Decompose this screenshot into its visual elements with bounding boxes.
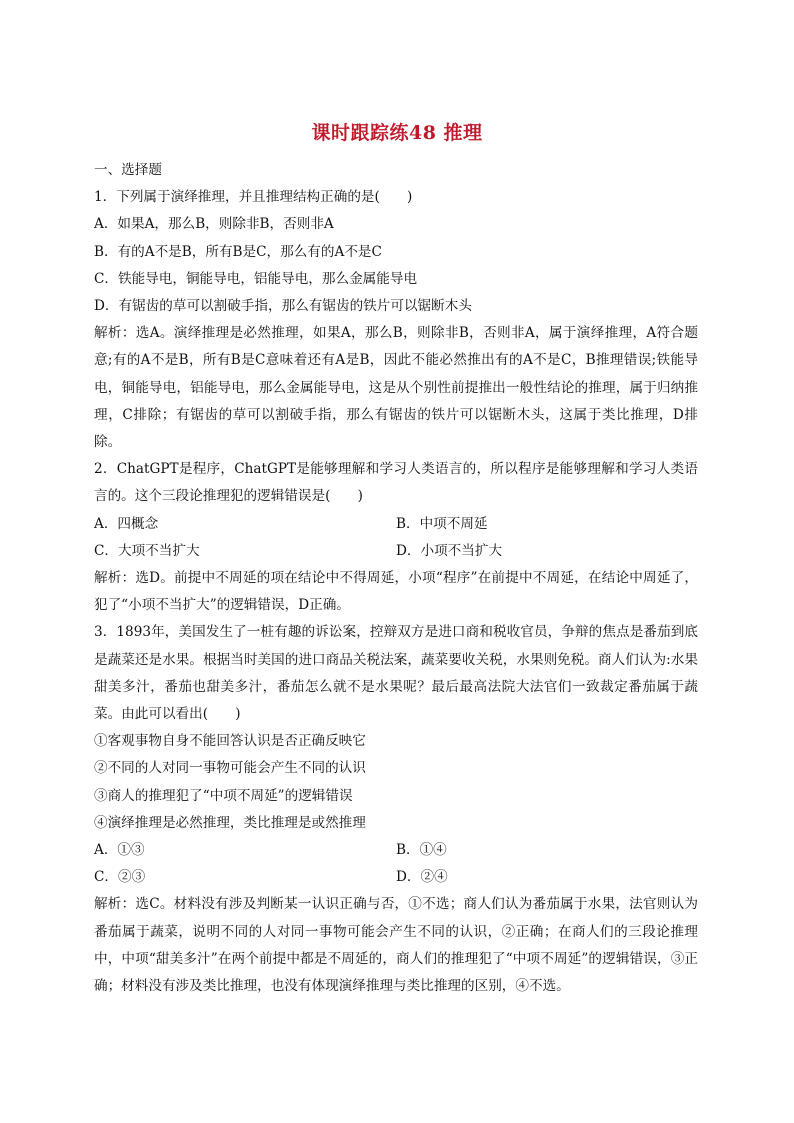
question-2-analysis: 解析：选D。前提中不周延的项在结论中不得周延，小项“程序”在前提中不周延，在结论中周延了，犯了“小项不当扩大”的逻辑错误，D正确。 — [94, 570, 698, 614]
question-1-stem: 1．下列属于演绎推理，并且推理结构正确的是( ) — [94, 189, 413, 206]
question-1-option-a: A．如果A，那么B，则除非B，否则非A — [94, 216, 334, 233]
question-1-option-b: B．有的A不是B，所有B是C，那么有的A不是C — [94, 243, 382, 260]
question-2-option-d: D．小项不当扩大 — [396, 542, 503, 559]
question-3-option-b: B．①④ — [396, 842, 447, 859]
question-3-statement-1: ①客观事物自身不能回答认识是否正确反映它 — [94, 733, 366, 750]
section-heading: 一、选择题 — [94, 162, 162, 178]
question-3-options-row-1 — [94, 837, 698, 864]
question-3-statement-2: ②不同的人对同一事物可能会产生不同的认识 — [94, 760, 366, 777]
question-2-options-row-1 — [94, 511, 698, 538]
question-2-option-c: C．大项不当扩大 — [94, 542, 200, 559]
question-3-analysis: 解析：选C。材料没有涉及判断某一认识正确与否，①不选；商人们认为番茄属于水果，法官则认为番茄属于蔬菜，说明不同的人对同一事物可能会产生不同的认识，②正确；在商人们的三段论推理中，中项“甜美多汁”在两个前提中都是不周延的，商人们的推理犯了“中项不周延”的逻辑错误，③正确；材料没有涉及类比推理，也没有体现演绎推理与类比推理的区别，④不选。 — [94, 896, 698, 995]
question-3-stem: 3．1893年，美国发生了一桩有趣的诉讼案，控辩双方是进口商和税收官员，争辩的焦点是番茄到底是蔬菜还是水果。根据当时美国的进口商品关税法案，蔬菜要收关税，水果则免税。商人们认为:水果甜美多汁，番茄也甜美多汁，番茄怎么就不是水果呢？最后最高法院大法官们一致裁定番茄属于蔬菜。由此可以看出( ) — [94, 624, 698, 723]
question-3-statement-3: ③商人的推理犯了“中项不周延”的逻辑错误 — [94, 787, 353, 804]
question-1-option-d: D．有锯齿的草可以割破手指，那么有锯齿的铁片可以锯断木头 — [94, 298, 472, 315]
question-2-stem: 2．ChatGPT是程序，ChatGPT是能够理解和学习人类语言的，所以程序是能够理解和学习人类语言的。这个三段论推理犯的逻辑错误是( ) — [94, 461, 698, 505]
question-3-option-d: D．②④ — [396, 869, 448, 886]
question-3-option-a: A．①③ — [94, 842, 145, 859]
question-3-statement-4: ④演绎推理是必然推理，类比推理是或然推理 — [94, 814, 366, 831]
question-1-analysis: 解析：选A。演绎推理是必然推理，如果A，那么B，则除非B，否则非A，属于演绎推理，A符合题意;有的A不是B，所有B是C意味着还有A是B，因此不能必然推出有的A不是C，B推理错误;铁能导电，铜能导电，铝能导电，那么金属能导电，这是从个别性前提推出一般性结论的推理，属于归纳推理，C排除；有锯齿的草可以割破手指，那么有锯齿的铁片可以锯断木头，这属于类比推理，D排除。 — [94, 325, 698, 451]
document-body — [94, 157, 698, 1000]
question-2-options-row-2 — [94, 538, 698, 565]
question-3-option-c: C．②③ — [94, 869, 146, 886]
question-1-option-c: C．铁能导电，铜能导电，铝能导电，那么金属能导电 — [94, 270, 418, 287]
question-3-options-row-2 — [94, 864, 698, 891]
question-2-option-b: B．中项不周延 — [396, 515, 488, 532]
question-2-option-a: A．四概念 — [94, 515, 159, 532]
page-title: 课时跟踪练48 推理 — [311, 122, 483, 144]
